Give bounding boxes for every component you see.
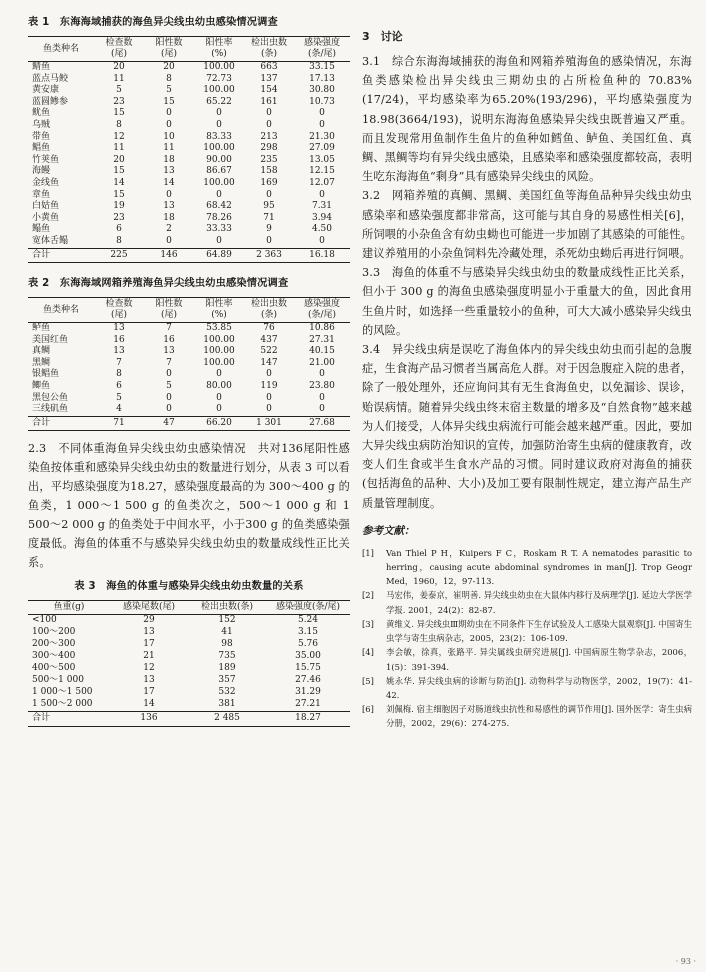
- table-row: [28, 627, 350, 639]
- left-column: [28, 0, 350, 727]
- table-cell: 0: [166, 189, 172, 200]
- table-cell: 29: [143, 615, 155, 626]
- table-row: [28, 381, 350, 393]
- reference-number: [3]: [362, 618, 374, 629]
- row-label: 竹荚鱼: [32, 154, 60, 165]
- table-cell: 3.94: [311, 212, 333, 223]
- table-row: [28, 663, 350, 675]
- table-cell: 71: [263, 212, 275, 223]
- table-cell: 119: [260, 381, 278, 392]
- table-cell: 15: [113, 166, 125, 177]
- discussion-heading: 3 讨论: [362, 30, 403, 43]
- table-cell: 33.15: [309, 62, 335, 72]
- table-cell: 21: [143, 651, 155, 662]
- table-cell: 15.75: [295, 663, 321, 674]
- reference-number: [5]: [362, 675, 374, 686]
- table-row: [28, 675, 350, 687]
- table-row: [28, 639, 350, 651]
- table-cell: 13: [143, 674, 155, 685]
- table-cell: 0: [216, 235, 222, 246]
- column-header: 检出虫数(条): [200, 602, 254, 613]
- table-cell: 16: [163, 334, 175, 345]
- references-heading: 参考文献：: [362, 524, 415, 537]
- column-header: 感染尾数(尾): [122, 602, 176, 613]
- table-row: [28, 166, 350, 178]
- row-label: 黑鲷: [32, 357, 51, 368]
- table-cell: 17: [143, 639, 155, 650]
- right-column: [362, 0, 692, 731]
- column-header: 检出虫数 (条): [250, 299, 287, 321]
- total-label: 合计: [32, 417, 51, 428]
- table-cell: 169: [260, 177, 278, 188]
- table-cell: 10.73: [309, 96, 335, 107]
- table-cell: 15: [113, 189, 125, 200]
- table-cell: 0: [266, 189, 272, 200]
- total-label: 合计: [32, 712, 51, 723]
- reference-text: 姚永华. 异尖线虫病的诊断与防治[J]. 动物科学与动物医学，2002，19(7)：41-42.: [386, 675, 692, 700]
- column-header: 感染强度(条/尾): [275, 602, 341, 613]
- table-cell: 30.80: [309, 85, 335, 96]
- table-cell: 20: [163, 62, 175, 72]
- reference-number: [4]: [362, 647, 374, 658]
- table-cell: 31.29: [295, 686, 321, 697]
- table-cell: 14: [113, 177, 125, 188]
- table-cell: 154: [260, 85, 278, 96]
- row-label: 银鲳鱼: [32, 369, 60, 380]
- table-cell: 53.85: [206, 323, 232, 334]
- reference-number: [6]: [362, 704, 374, 715]
- table-cell: 0: [319, 119, 325, 130]
- total-row: [28, 416, 350, 431]
- table-row: [28, 155, 350, 167]
- table-cell: 5: [166, 85, 172, 96]
- row-label: 鳎鱼: [32, 224, 51, 235]
- row-label: 鲳鱼: [32, 143, 51, 154]
- table1-header-row: [28, 37, 350, 62]
- table-row: [28, 346, 350, 358]
- row-label: 美国红鱼: [32, 334, 69, 345]
- table-cell: 0: [266, 235, 272, 246]
- table-cell: 0: [166, 369, 172, 380]
- table-cell: 0: [266, 108, 272, 119]
- table-cell: 213: [260, 131, 278, 142]
- total-cell: 2 485: [214, 712, 240, 723]
- row-label: 蓝圆鲹参: [32, 96, 69, 107]
- reference-text: Van Thiel P H，Kuipers F C，Roskam R T. A nematodes parasitic to herring，causing acute abdominal syndromes in man[J]. Trop Geogr Med，1960，12，97-113.: [386, 547, 692, 587]
- table-cell: 100.00: [203, 346, 235, 357]
- reference-item: [362, 645, 692, 673]
- table-row: [28, 143, 350, 155]
- table-row: [28, 132, 350, 144]
- row-label: 鲭鱼: [32, 62, 51, 72]
- reference-text: 黄维义. 异尖线虫Ⅲ期幼虫在不同条件下生存试验及人工感染大鼠观察[J]. 中国寄生虫学与寄生虫病杂志，2005，23(2)：106-109.: [386, 618, 692, 644]
- table-cell: 14: [163, 177, 175, 188]
- row-label: <100: [32, 615, 57, 626]
- table-cell: 0: [319, 108, 325, 119]
- table-cell: 5: [166, 381, 172, 392]
- table-cell: 100.00: [203, 334, 235, 345]
- column-header: 鱼类种名: [42, 43, 79, 54]
- table1-body: [28, 62, 350, 263]
- table-cell: 357: [218, 674, 236, 685]
- total-cell: 136: [140, 712, 158, 723]
- table-cell: 147: [260, 357, 278, 368]
- table-cell: 152: [218, 615, 236, 626]
- column-header: 鱼类种名: [42, 304, 79, 315]
- table-cell: 735: [218, 651, 236, 662]
- total-cell: 146: [160, 249, 178, 260]
- table-row: [28, 323, 350, 335]
- reference-text: 李会敏，徐真，张路平. 异尖属线虫研究进展[J]. 中国病原生物学杂志，2006，1(5)：391-394.: [386, 647, 692, 672]
- total-cell: 1 301: [256, 417, 282, 428]
- table-cell: 100.00: [203, 357, 235, 368]
- table-cell: 6: [116, 224, 122, 235]
- reference-item: [362, 546, 692, 589]
- row-label: 200～300: [32, 639, 76, 650]
- table-cell: 14: [143, 698, 155, 709]
- table-cell: 100.00: [203, 85, 235, 96]
- table-cell: 76: [263, 323, 275, 334]
- table-cell: 8: [116, 235, 122, 246]
- total-cell: 18.27: [295, 712, 321, 723]
- table-cell: 0: [166, 404, 172, 415]
- table-cell: 161: [260, 96, 278, 107]
- table-cell: 3.15: [297, 627, 319, 638]
- table-cell: 72.73: [206, 73, 232, 84]
- table-cell: 13: [163, 201, 175, 212]
- column-header: 鱼重(g): [53, 602, 85, 613]
- table-row: [28, 335, 350, 347]
- table-cell: 137: [260, 73, 278, 84]
- table-cell: 27.21: [295, 698, 321, 709]
- total-cell: 71: [113, 417, 125, 428]
- table-cell: 86.67: [206, 166, 232, 177]
- table-cell: 90.00: [206, 154, 232, 165]
- table-cell: 522: [260, 346, 278, 357]
- table-cell: 4.50: [311, 224, 333, 235]
- table-cell: 5: [116, 85, 122, 96]
- table-cell: 23.80: [309, 381, 335, 392]
- table-row: [28, 120, 350, 132]
- table-cell: 16: [113, 334, 125, 345]
- table-row: [28, 651, 350, 663]
- table-row: [28, 213, 350, 225]
- table-cell: 20: [113, 62, 125, 72]
- row-label: 1 500～2 000: [32, 698, 93, 709]
- row-label: 小黄鱼: [32, 212, 60, 223]
- table-cell: 13: [143, 627, 155, 638]
- table2-header-row: [28, 298, 350, 323]
- table-cell: 532: [218, 686, 236, 697]
- row-label: 蓝点马鲛: [32, 73, 69, 84]
- total-cell: 47: [163, 417, 175, 428]
- table-cell: 80.00: [206, 381, 232, 392]
- discussion-paragraph-3-3: 3.3 海鱼的体重不与感染异尖线虫幼虫的数量成线性正比关系，但小于 300 g 的海鱼虫感染强度明显小于重量大的鱼，因此食用生鱼片时，如选择一些重量较小的鱼种，可大大减小感染异尖线虫的风险。: [362, 266, 692, 337]
- row-label: 300～400: [32, 651, 76, 662]
- table-cell: 68.42: [206, 201, 232, 212]
- table-cell: 8: [116, 119, 122, 130]
- discussion-paragraph-3-1: 3.1 综合东海海域捕获的海鱼和网箱养殖海鱼的感染情况，东海鱼类感染检出异尖线虫三期幼虫的占所检鱼种的 70.83%(17/24)，平均感染率为65.20%(193/296)，平均感染强度为 18.98(3664/193)，说明东海海鱼感染异尖线虫既普遍又严重。而且发现常用鱼制作生鱼片的鱼种如鳕鱼、鲈鱼、美国红鱼、真鲷、黑鲷等均有异尖线虫感染，且感染率和感染强度都较高，表明生吃东海海鱼“剩身”具有感染异尖线虫的风险。: [362, 55, 692, 184]
- table-cell: 0: [166, 119, 172, 130]
- table-cell: 0: [216, 108, 222, 119]
- table-cell: 437: [260, 334, 278, 345]
- table-row: [28, 358, 350, 370]
- table-cell: 0: [216, 404, 222, 415]
- table-cell: 13: [113, 323, 125, 334]
- table-cell: 5.76: [297, 639, 319, 650]
- table-cell: 189: [218, 663, 236, 674]
- table-row: [28, 224, 350, 236]
- total-cell: 66.20: [206, 417, 232, 428]
- column-header: 感染强度 (条/尾): [303, 299, 340, 321]
- reference-item: [362, 674, 692, 702]
- table-cell: 95: [263, 201, 275, 212]
- discussion-paragraph-3-2: 3.2 网箱养殖的真鲷、黑鲷、美国红鱼等海鱼品种异尖线虫幼虫感染率和感染强度都非常高，这可能与其自身的易感性相关[6]，所饲喂的小杂鱼含有幼虫蚴也可能进一步加剧了其感染的可能性。建议养殖用的小杂鱼饲料先冷藏处理，杀死幼虫蚴后再进行饲喂。: [362, 189, 692, 261]
- table-cell: 17.13: [309, 73, 335, 84]
- row-label: 乌贼: [32, 119, 51, 130]
- row-label: 黑包公鱼: [32, 392, 69, 403]
- table-cell: 7: [166, 357, 172, 368]
- table-cell: 4: [116, 404, 122, 415]
- table2-body: [28, 323, 350, 431]
- column-header: 阳性数 (尾): [155, 299, 183, 321]
- row-label: 400～500: [32, 663, 76, 674]
- total-label: 合计: [32, 249, 51, 260]
- table-cell: 12: [113, 131, 125, 142]
- table-row: [28, 615, 350, 627]
- column-header: 阳性数 (尾): [155, 38, 183, 59]
- table3: [28, 600, 350, 726]
- table-cell: 5.24: [297, 615, 319, 626]
- table-cell: 100.00: [203, 62, 235, 72]
- reference-text: 刘佩梅. 宿主细胞因子对肠道线虫抗性和易感性的调节作用[J]. 国外医学：寄生虫病分册，2002，29(6)：274-275.: [386, 704, 692, 729]
- row-label: 三线矶鱼: [32, 404, 69, 415]
- row-label: 100～200: [32, 627, 76, 638]
- table-cell: 21.00: [309, 357, 335, 368]
- table-cell: 0: [266, 404, 272, 415]
- table-cell: 13: [163, 346, 175, 357]
- section-2-3-paragraph: 2.3 不同体重海鱼异尖线虫幼虫感染情况 共对136尾阳性感染鱼按体重和感染异尖线虫幼虫的数量进行划分，从表 3 可以看出，平均感染强度为18.27，感染强度最高的为 300～400 g 的鱼类，1 000～1 500 g 的鱼类次之，500～1 000 g 和 1 500～2 000 g 的鱼类处于中间水平，小于300 g 的鱼类感染强度最低。海鱼的体重不与感染异尖线虫幼虫的数量成线性正比关系。: [28, 442, 350, 570]
- column-header: 检查数 (尾): [105, 38, 133, 59]
- total-cell: 64.89: [206, 249, 232, 260]
- reference-list: [362, 546, 692, 731]
- table-cell: 10.86: [309, 323, 335, 334]
- table-cell: 2: [166, 224, 172, 235]
- table-cell: 10: [163, 131, 175, 142]
- row-label: 章鱼: [32, 189, 51, 200]
- table-row: [28, 404, 350, 416]
- table-row: [28, 108, 350, 120]
- table-cell: 18: [163, 154, 175, 165]
- table-cell: 11: [163, 143, 175, 154]
- table-cell: 13.05: [309, 154, 335, 165]
- discussion-paragraph-3-4: 3.4 异尖线虫病是误吃了海鱼体内的异尖线虫幼虫而引起的急腹症，生食海产品习惯者当属高危人群。对于因急腹症入院的患者，除了一般处理外，还应询问其有无生食海鱼史，以免漏诊、误诊，贻误病情。随着异尖线虫终末宿主数量的增多及“自然食物”越来越为人们接受，人体异尖线虫病流行可能会越来越严重。因此，要加大异尖线虫病防治知识的宣传，加强防治寄生虫病的健康教育，改变人们生食或半生食水产品的习惯。同时建议政府对海鱼的捕获(包括海鱼的品种、大小)及加工要有限制性规定，建立海产品生产质量管理制度。: [362, 343, 692, 510]
- total-row: [28, 248, 350, 263]
- table-cell: 7.31: [311, 201, 333, 212]
- reference-number: [2]: [362, 590, 374, 601]
- column-header: 感染强度 (条/尾): [303, 38, 340, 59]
- row-label: 金线鱼: [32, 177, 60, 188]
- table-cell: 12.15: [309, 166, 335, 177]
- table3-caption: 表 3 海鱼的体重与感染异尖线虫幼虫数量的关系: [74, 581, 304, 593]
- table1: [28, 36, 350, 263]
- table-cell: 0: [319, 189, 325, 200]
- row-label: 白姑鱼: [32, 201, 60, 212]
- table-cell: 235: [260, 154, 278, 165]
- table-cell: 6: [116, 381, 122, 392]
- table-cell: 0: [166, 108, 172, 119]
- table-row: [28, 687, 350, 699]
- table-cell: 0: [166, 392, 172, 403]
- table-cell: 7: [116, 357, 122, 368]
- table-cell: 15: [163, 96, 175, 107]
- table-cell: 0: [266, 392, 272, 403]
- table-cell: 8: [166, 73, 172, 84]
- row-label: 海鳗: [32, 166, 51, 177]
- row-label: 真鲷: [32, 346, 51, 357]
- table-cell: 17: [143, 686, 155, 697]
- table-cell: 100.00: [203, 177, 235, 188]
- table-row: [28, 97, 350, 109]
- table-cell: 13: [113, 346, 125, 357]
- table-cell: 18: [163, 212, 175, 223]
- table-row: [28, 74, 350, 86]
- reference-item: [362, 702, 692, 730]
- table-cell: 27.09: [309, 143, 335, 154]
- table-cell: 158: [260, 166, 278, 177]
- reference-item: [362, 588, 692, 616]
- table-cell: 100.00: [203, 143, 235, 154]
- table-cell: 12: [143, 663, 155, 674]
- row-label: 黄安康: [32, 85, 60, 96]
- row-label: 带鱼: [32, 131, 51, 142]
- table-cell: 0: [319, 404, 325, 415]
- table-row: [28, 62, 350, 74]
- table-cell: 13: [163, 166, 175, 177]
- total-cell: 16.18: [309, 249, 335, 260]
- table-cell: 19: [113, 201, 125, 212]
- table-row: [28, 393, 350, 405]
- table-cell: 7: [166, 323, 172, 334]
- table-cell: 5: [116, 392, 122, 403]
- table3-header-row: [28, 601, 350, 615]
- reference-number: [1]: [362, 547, 374, 558]
- table-cell: 78.26: [206, 212, 232, 223]
- table-row: [28, 190, 350, 202]
- total-cell: 2 363: [256, 249, 282, 260]
- table-cell: 27.31: [309, 334, 335, 345]
- row-label: 宽体舌鳎: [32, 235, 69, 246]
- table-cell: 0: [216, 119, 222, 130]
- table-cell: 0: [266, 369, 272, 380]
- table-cell: 15: [113, 108, 125, 119]
- column-header: 阳性率 (%): [205, 299, 233, 321]
- table-cell: 0: [319, 369, 325, 380]
- reference-item: [362, 617, 692, 645]
- total-cell: 27.68: [309, 417, 335, 428]
- column-header: 阳性率 (%): [205, 38, 233, 59]
- table-row: [28, 236, 350, 248]
- table-cell: 298: [260, 143, 278, 154]
- table-cell: 27.46: [295, 674, 321, 685]
- table-cell: 11: [113, 143, 125, 154]
- table-cell: 33.33: [206, 224, 232, 235]
- row-label: 1 000～1 500: [32, 686, 93, 697]
- table-cell: 21.30: [309, 131, 335, 142]
- table-row: [28, 201, 350, 213]
- table-cell: 41: [221, 627, 233, 638]
- table-row: [28, 369, 350, 381]
- page-number: · 93 ·: [675, 957, 696, 966]
- table-cell: 20: [113, 154, 125, 165]
- table-cell: 11: [113, 73, 125, 84]
- table-row: [28, 699, 350, 711]
- table-cell: 0: [216, 392, 222, 403]
- table2-caption: 表 2 东海海域网箱养殖海鱼异尖线虫幼虫感染情况调查: [28, 278, 289, 290]
- table-cell: 23: [113, 96, 125, 107]
- table3-body: [28, 615, 350, 726]
- table-cell: 0: [216, 189, 222, 200]
- table-cell: 663: [260, 62, 278, 72]
- table-cell: 35.00: [295, 651, 321, 662]
- row-label: 500～1 000: [32, 674, 84, 685]
- row-label: 鱿鱼: [32, 108, 51, 119]
- table-cell: 9: [266, 224, 272, 235]
- table-cell: 0: [319, 235, 325, 246]
- table-cell: 8: [116, 369, 122, 380]
- row-label: 鲫鱼: [32, 381, 51, 392]
- table-cell: 0: [166, 235, 172, 246]
- table-cell: 40.15: [309, 346, 335, 357]
- total-row: [28, 711, 350, 726]
- table-row: [28, 178, 350, 190]
- total-cell: 225: [110, 249, 128, 260]
- column-header: 检查数 (尾): [105, 299, 133, 321]
- table-cell: 65.22: [206, 96, 232, 107]
- table-cell: 0: [319, 392, 325, 403]
- table-row: [28, 85, 350, 97]
- table-cell: 83.33: [206, 131, 232, 142]
- table-cell: 23: [113, 212, 125, 223]
- table2: [28, 297, 350, 431]
- table-cell: 98: [221, 639, 233, 650]
- table-cell: 0: [266, 119, 272, 130]
- table-cell: 381: [218, 698, 236, 709]
- table-cell: 0: [216, 369, 222, 380]
- column-header: 检出虫数 (条): [250, 38, 287, 59]
- row-label: 鲈鱼: [32, 323, 51, 334]
- table1-caption: 表 1 东海海域捕获的海鱼异尖线虫幼虫感染情况调查: [28, 17, 278, 28]
- table-cell: 12.07: [309, 177, 335, 188]
- reference-text: 马宏伟，姜泰京，崔明善. 异尖线虫幼虫在大鼠体内移行及病理学[J]. 延边大学医学学报. 2001，24(2)：82-87.: [386, 590, 692, 615]
